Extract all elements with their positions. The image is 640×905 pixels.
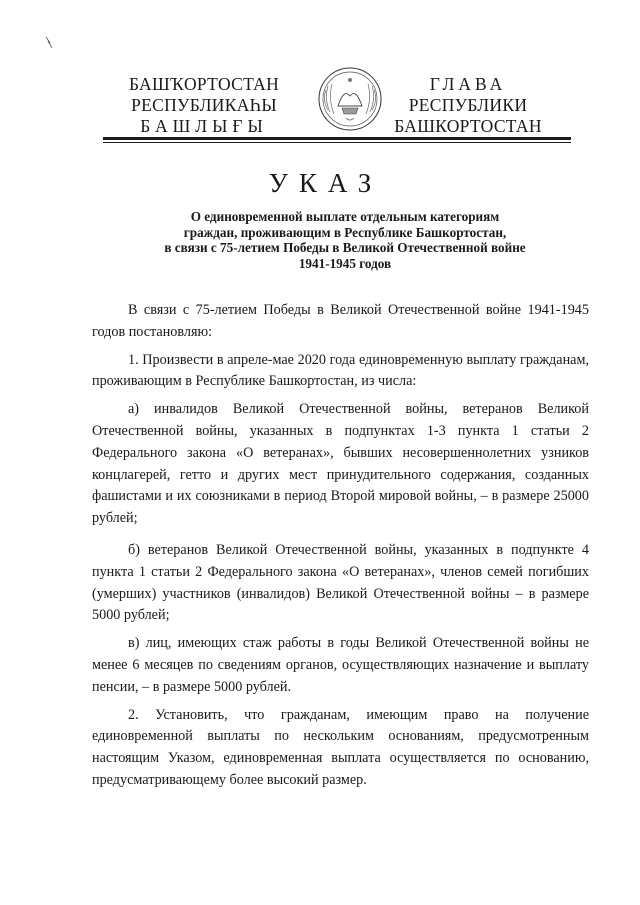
header-right-line: ГЛАВА — [429, 74, 507, 94]
header-divider-thick — [103, 137, 571, 140]
header-left-line: БАШҠОРТОСТАН — [128, 74, 280, 94]
header-divider-thin — [103, 142, 571, 143]
header-russian-title — [368, 74, 568, 137]
subclause-b-paragraph: б) ветеранов Великой Отечественной войны, указанных в подпункте 4 пункта 1 статьи 2 Федерального закона «О ветеранах», членов семей погибших (умерших) участников (инвалидов) Великой Отечественной войны – в размере 5000 рублей; — [92, 541, 589, 624]
header-right-line: РЕСПУБЛИКИ — [408, 95, 528, 115]
subclause-a-paragraph: а) инвалидов Великой Отечественной войны, ветеранов Великой Отечественной войны, указанных в подпунктах 1-3 пункта 1 статьи 2 Федерального закона «О ветеранах», бывших несовершеннолетних узников концлагерей, гетто и других мест принудительного содержания, созданных фашистами и их союзниками в период Второй мировой войны, – в размере 25000 рублей; — [92, 401, 589, 527]
header-bashkir-title — [104, 74, 304, 137]
scan-artifact-mark — [44, 36, 54, 50]
clause-1-paragraph: 1. Произвести в апреле-мае 2020 года единовременную выплату гражданам, проживающим в Республике Башкортостан, из числа: — [92, 351, 589, 390]
subtitle-line: граждан, проживающим в Республике Башкортостан, — [183, 224, 507, 240]
header-left-line: РЕСПУБЛИКАҺЫ — [131, 95, 277, 115]
document-subtitle — [120, 209, 570, 271]
subtitle-line: в связи с 75-летием Победы в Великой Отечественной войне — [164, 240, 526, 256]
subtitle-line: О единовременной выплате отдельным категориям — [190, 209, 500, 224]
clause-2-paragraph: 2. Установить, что гражданам, имеющим право на получение единовременной выплаты по нескольким основаниям, предусмотренным настоящим Указом, единовременная выплата осуществляется по основанию, предусматривающему более высокий размер. — [92, 706, 589, 788]
header-left-line: БАШЛЫҒЫ — [140, 116, 268, 136]
subtitle-line: 1941-1945 годов — [298, 255, 392, 271]
subclause-c-paragraph: в) лиц, имеющих стаж работы в годы Великой Отечественной войны не менее 6 месяцев по сведениям органов, осуществляющих назначение и выплату пенсии, – в размере 5000 рублей. — [92, 635, 589, 695]
decree-body — [92, 300, 589, 792]
preamble-paragraph: В связи с 75-летием Победы в Великой Отечественной войне 1941-1945 годов постановляю: — [92, 302, 589, 340]
document-title: УКАЗ — [268, 168, 383, 198]
header-right-line: БАШКОРТОСТАН — [394, 116, 542, 136]
